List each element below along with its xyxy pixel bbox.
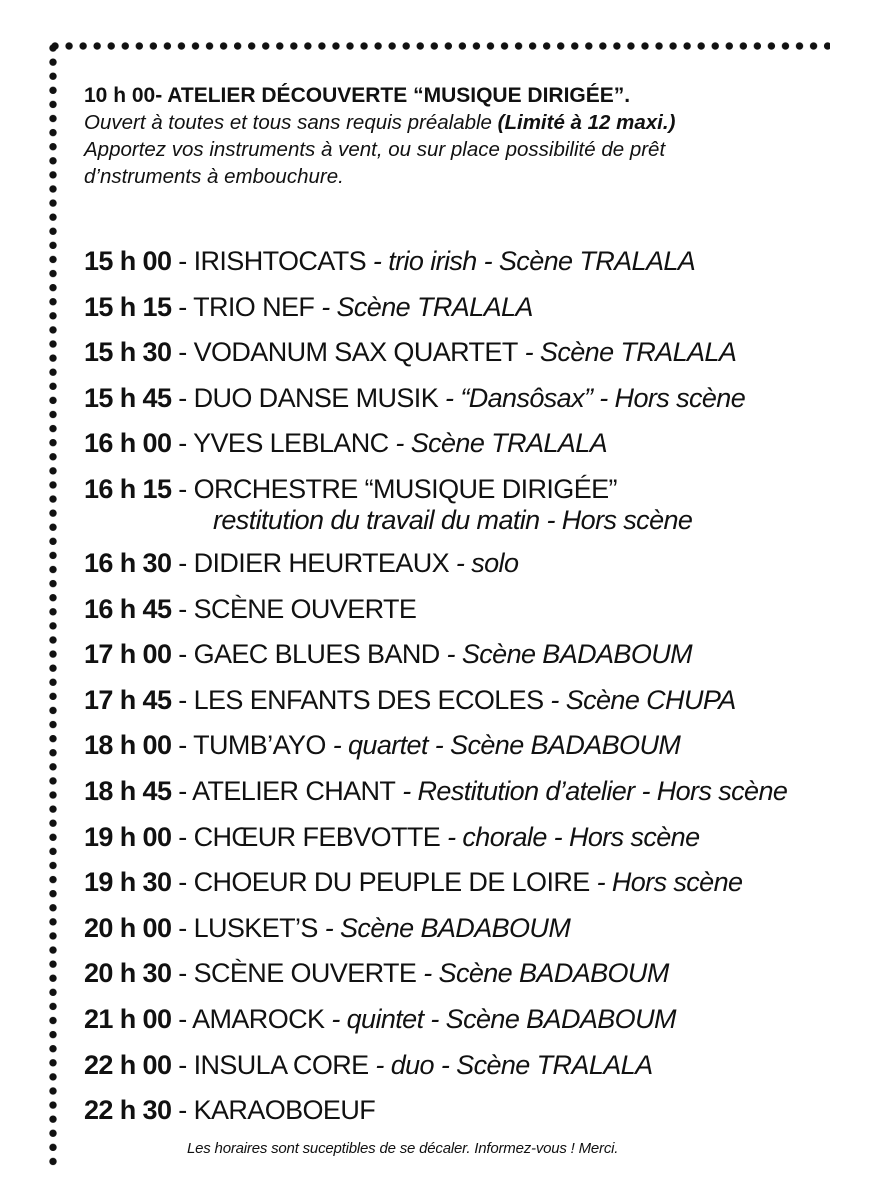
schedule-performer: AMAROCK <box>192 1003 325 1034</box>
schedule-performer: YVES LEBLANC <box>193 428 389 459</box>
workshop-heading: 10 h 00- ATELIER DÉCOUVERTE “MUSIQUE DIRIGÉE”. <box>84 84 631 107</box>
schedule-performer: LES ENFANTS DES ECOLES <box>193 684 544 715</box>
schedule-line <box>84 1050 652 1081</box>
schedule-row <box>84 727 854 773</box>
schedule-line <box>84 639 692 670</box>
schedule-time: 16 h 45 <box>84 593 172 624</box>
schedule-performer: TRIO NEF <box>193 291 315 322</box>
schedule-line <box>84 958 669 989</box>
schedule-time: 17 h 45 <box>84 684 172 715</box>
schedule-details: - Scène TRALALA <box>517 337 737 368</box>
schedule-time: 15 h 30 <box>84 337 172 368</box>
schedule-row <box>84 1047 854 1093</box>
schedule-separator: - <box>171 547 194 578</box>
schedule-row <box>84 910 854 956</box>
schedule-separator: - <box>171 1003 193 1034</box>
schedule-separator: - <box>171 382 194 413</box>
schedule-time: 22 h 30 <box>84 1095 172 1126</box>
schedule-time: 19 h 00 <box>84 821 172 852</box>
schedule-details: - solo <box>449 547 519 578</box>
schedule-line <box>84 685 736 716</box>
schedule-row <box>84 636 854 682</box>
schedule-line <box>84 246 695 277</box>
schedule-details: - Scène BADABOUM <box>439 639 693 670</box>
schedule-row <box>84 955 854 1001</box>
schedule-line <box>84 730 680 761</box>
schedule-time: 16 h 15 <box>84 473 172 504</box>
footer-note: Les horaires sont suceptibles de se décaler. Informez-vous ! Merci. <box>187 1140 619 1157</box>
schedule-line <box>84 337 736 368</box>
schedule-details: - quintet - Scène BADABOUM <box>324 1003 676 1034</box>
schedule-row <box>84 591 854 637</box>
schedule-separator: - <box>171 473 194 504</box>
schedule-time: 15 h 15 <box>84 291 172 322</box>
schedule-details: - Scène BADABOUM <box>317 912 571 943</box>
workshop-line-1: Ouvert à toutes et tous sans requis préalable (Limité à 12 maxi.) <box>84 111 676 134</box>
schedule-details: - Restitution d’atelier - Hors scène <box>395 775 788 806</box>
schedule-row <box>84 243 854 289</box>
schedule-line <box>84 548 518 579</box>
schedule-separator: - <box>171 1095 194 1126</box>
schedule-time: 15 h 45 <box>84 382 172 413</box>
schedule-details: - Scène TRALALA <box>388 428 608 459</box>
schedule-time: 22 h 00 <box>84 1049 172 1080</box>
schedule-time: 15 h 00 <box>84 246 172 276</box>
schedule-separator: - <box>171 428 194 459</box>
schedule-row <box>84 545 854 591</box>
schedule-time: 18 h 45 <box>84 775 172 806</box>
schedule-performer: ATELIER CHANT <box>192 775 396 806</box>
schedule-separator: - <box>171 684 194 715</box>
schedule-details: - Scène BADABOUM <box>416 958 669 989</box>
schedule-performer: TUMB’AYO <box>193 730 326 761</box>
schedule-row <box>84 289 854 335</box>
schedule-line <box>84 776 787 807</box>
schedule-separator: - <box>171 912 194 943</box>
workshop-line-3: d’nstruments à embouchure. <box>84 165 344 188</box>
schedule-row <box>84 425 854 471</box>
schedule-row <box>84 471 854 545</box>
schedule-line <box>84 1004 676 1035</box>
schedule-time: 19 h 30 <box>84 867 172 898</box>
schedule-line <box>84 292 533 323</box>
schedule-separator: - <box>171 867 194 898</box>
schedule-details: - duo - Scène TRALALA <box>368 1049 653 1080</box>
schedule-details: - quartet - Scène BADABOUM <box>325 730 681 761</box>
schedule-time: 16 h 00 <box>84 428 172 459</box>
schedule-row <box>84 1001 854 1047</box>
schedule-performer: INSULA CORE <box>193 1049 369 1080</box>
schedule-line <box>84 913 570 944</box>
schedule-details: - Scène CHUPA <box>543 684 736 715</box>
schedule-performer: VODANUM SAX QUARTET <box>193 337 518 368</box>
schedule-details: - chorale - Hors scène <box>440 821 700 852</box>
schedule-time: 18 h 00 <box>84 730 172 761</box>
schedule-list <box>84 243 854 1138</box>
workshop-description <box>84 109 824 190</box>
schedule-time: 16 h 30 <box>84 547 172 578</box>
schedule-row <box>84 1092 854 1138</box>
schedule-line <box>84 594 416 625</box>
schedule-time: 20 h 30 <box>84 958 172 989</box>
schedule-details: - “Dansôsax” - Hors scène <box>438 382 746 413</box>
schedule-performer: IRISHTOCATS <box>193 246 366 276</box>
schedule-separator: - <box>171 593 194 624</box>
schedule-performer: SCÈNE OUVERTE <box>193 593 417 624</box>
dotted-border-top <box>48 41 830 51</box>
schedule-performer: DIDIER HEURTEAUX <box>193 547 450 578</box>
schedule-performer: ORCHESTRE “MUSIQUE DIRIGÉE” <box>193 473 617 504</box>
schedule-separator: - <box>171 337 194 368</box>
schedule-line <box>84 428 607 459</box>
workshop-time: 10 h 00- <box>84 84 163 107</box>
schedule-separator: - <box>171 730 194 761</box>
schedule-line <box>84 822 700 853</box>
schedule-separator: - <box>171 775 193 806</box>
schedule-details: - Scène TRALALA <box>314 291 533 322</box>
schedule-separator: - <box>171 246 194 276</box>
schedule-row <box>84 819 854 865</box>
schedule-line <box>84 1095 375 1126</box>
workshop-line-2: Apportez vos instruments à vent, ou sur place possibilité de prêt <box>84 138 666 161</box>
schedule-row <box>84 334 854 380</box>
schedule-row <box>84 864 854 910</box>
schedule-line <box>84 867 742 898</box>
schedule-performer: LUSKET’S <box>193 912 318 943</box>
schedule-separator: - <box>171 821 194 852</box>
schedule-separator: - <box>171 639 194 670</box>
schedule-performer: CHŒUR FEBVOTTE <box>193 821 441 852</box>
schedule-time: 17 h 00 <box>84 639 172 670</box>
schedule-subline: restitution du travail du matin - Hors scène <box>213 504 693 535</box>
schedule-details: - trio irish - Scène TRALALA <box>366 246 696 276</box>
schedule-time: 20 h 00 <box>84 912 172 943</box>
schedule-performer: SCÈNE OUVERTE <box>193 958 417 989</box>
schedule-performer: KARAOBOEUF <box>193 1095 376 1126</box>
schedule-performer: GAEC BLUES BAND <box>193 639 440 670</box>
schedule-row <box>84 380 854 426</box>
schedule-line <box>84 383 745 414</box>
schedule-performer: DUO DANSE MUSIK <box>193 382 439 413</box>
schedule-row <box>84 773 854 819</box>
schedule-details: - Hors scène <box>589 867 743 898</box>
dotted-border-left <box>48 41 58 1171</box>
workshop-title: ATELIER DÉCOUVERTE “MUSIQUE DIRIGÉE” <box>167 84 625 107</box>
schedule-row <box>84 682 854 728</box>
workshop-limit: (Limité à 12 maxi.) <box>497 111 676 134</box>
schedule-time: 21 h 00 <box>84 1003 172 1034</box>
schedule-separator: - <box>171 1049 194 1080</box>
schedule-separator: - <box>171 958 194 989</box>
schedule-separator: - <box>171 291 194 322</box>
workshop-intro <box>84 82 824 190</box>
schedule-performer: CHOEUR DU PEUPLE DE LOIRE <box>193 867 590 898</box>
schedule-line <box>84 474 617 505</box>
